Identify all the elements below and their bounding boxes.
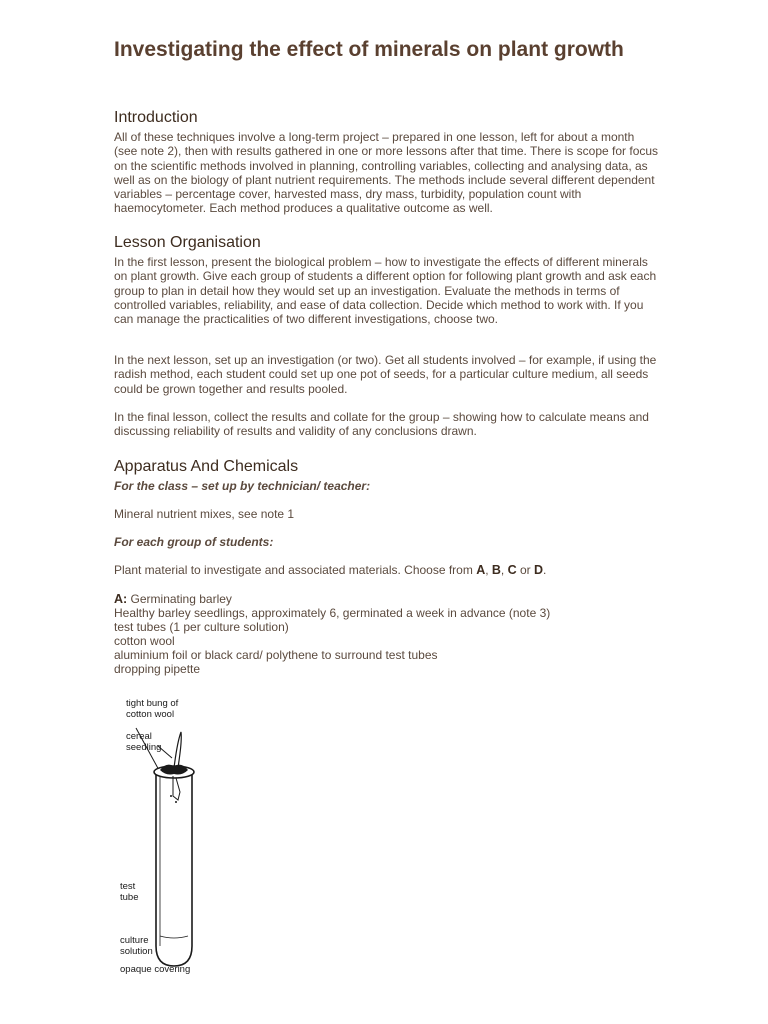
sentence-end: .: [543, 563, 547, 577]
label-bung-line1: tight bung of: [126, 698, 179, 709]
intro-heading: Introduction: [114, 109, 198, 126]
list-item: aluminium foil or black card/ polythene to surround test tubes: [114, 648, 438, 662]
separator-or: or: [516, 563, 534, 577]
label-culture-line2: solution: [120, 946, 153, 957]
label-bung: [126, 699, 178, 709]
test-tube-diagram: [118, 696, 218, 986]
option-a-heading: [114, 592, 232, 606]
choose-line: [114, 563, 546, 577]
organisation-paragraph-3: In the final lesson, collect the results and collate for the group – showing how to calculate means and discussing reliability of results and validity of any conclusions drawn.: [114, 410, 649, 439]
class-item: Mineral nutrient mixes, see note 1: [114, 507, 295, 521]
label-tube: [120, 893, 139, 903]
seedling-leaf: [174, 732, 181, 768]
option-a-title: Germinating barley: [127, 592, 232, 606]
option-c: C: [507, 563, 517, 577]
page-title: Investigating the effect of minerals on plant growth: [114, 38, 624, 61]
group-label: For each group of students:: [114, 535, 274, 549]
label-culture: [120, 936, 149, 946]
option-a: A: [476, 563, 486, 577]
apparatus-heading: Apparatus And Chemicals: [114, 458, 299, 475]
label-seedling-line2: seedling: [126, 742, 162, 753]
label-tube-line2: tube: [120, 892, 139, 903]
organisation-paragraph-2: In the next lesson, set up an investigation (or two). Get all students involved – for example, if using the radish method, each student could set up one pot of seeds, for a particular culture medium, all seeds could be grown together and results pooled.: [114, 353, 657, 396]
separator: ,: [500, 563, 508, 577]
cotton-wool-bung: [160, 765, 188, 775]
choose-prefix: Plant material to investigate and associated materials. Choose from: [114, 563, 477, 577]
intro-paragraph: All of these techniques involve a long-term project – prepared in one lesson, left for about a month (see note 2), then with results gathered in one or more lessons after that time. There is scope for focus on the scientific methods involved in planning, controlling variables, collecting and analysing data, as well as on the biology of plant nutrient requirements. The methods include several different dependent variables – percentage cover, harvested mass, dry mass, turbidity, population count with haemocytometer. Each method produces a qualitative outcome as well.: [114, 130, 659, 216]
option-b: B: [491, 563, 501, 577]
option-a-label: A:: [114, 592, 128, 606]
class-label: For the class – set up by technician/ teacher:: [114, 479, 371, 493]
label-seedling-line1: cereal: [126, 731, 152, 742]
list-item: test tubes (1 per culture solution): [114, 620, 289, 634]
label-bung-line2: cotton wool: [126, 709, 175, 720]
organisation-paragraph-1: In the first lesson, present the biological problem – how to investigate the effects of different minerals on plant growth. Give each group of students a different option for following plant growth and ask each group to plan in detail how they would set up an investigation. Evaluate the methods in terms of controlled variables, reliability, and ease of data collection. Decide which method to work with. If you can manage the practicalities of two different investigations, choose two.: [114, 255, 657, 327]
root-dot: [175, 801, 177, 803]
list-item: Healthy barley seedlings, approximately 6, germinated a week in advance (note 3): [114, 606, 551, 620]
label-tube-line1: test: [120, 881, 136, 892]
tube-body: [156, 772, 192, 966]
separator: ,: [485, 563, 492, 577]
list-item: dropping pipette: [114, 662, 201, 676]
option-d: D: [533, 563, 543, 577]
label-covering: [120, 965, 190, 975]
label-covering-text: opaque covering: [120, 964, 191, 975]
label-culture: [120, 947, 153, 957]
root-dot: [170, 795, 172, 797]
label-bung: [126, 710, 174, 720]
label-seedling: [126, 743, 161, 753]
label-seedling: [126, 732, 152, 742]
organisation-heading: Lesson Organisation: [114, 234, 261, 251]
label-tube: [120, 882, 135, 892]
list-item: cotton wool: [114, 634, 175, 648]
label-culture-line1: culture: [120, 935, 149, 946]
